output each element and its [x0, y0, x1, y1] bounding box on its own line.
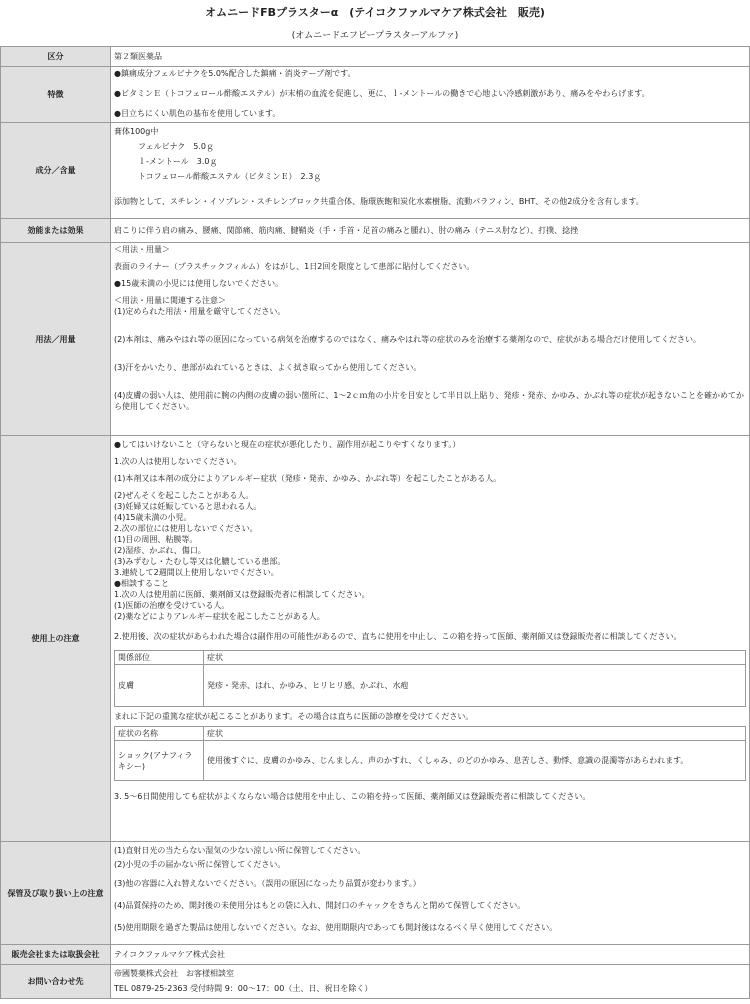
precaution-line: (3)みずむし・たむし等又は化膿している患部。 [114, 557, 286, 566]
ingredient-item: トコフェロール酢酸エステル（ビタミンＥ） 2.3ｇ [138, 172, 322, 181]
serious-name: ショック(アナフィラキシー) [115, 741, 204, 781]
precaution-line: (2)薬などによりアレルギー症状を起こしたことがある人。 [114, 612, 325, 621]
features-label: 特徴 [1, 67, 111, 123]
row-ingredients [1, 123, 750, 219]
precaution-line: 1.次の人は使用前に医師、薬剤師又は登録販売者に相談してください。 [114, 590, 370, 599]
ingredients-content [111, 123, 750, 219]
product-info-table [0, 46, 750, 999]
usage-note: (2)本剤は、痛みやはれ等の原因になっている病気を治療するのではなく、痛みやはれ等の症状のみを治療する薬剤なので、症状がある場合だけ使用してください。 [114, 335, 702, 344]
ingredients-label: 成分／含量 [1, 123, 111, 219]
usage-note: (1)定められた用法・用量を厳守してください。 [114, 307, 286, 316]
precaution-line: (1)医師の治療を受けている人。 [114, 601, 230, 610]
side-effects-col-symptom: 症状 [204, 651, 746, 665]
usage-method: 表面のライナー（プラスチックフィルム）をはがし、1日2回を限度として患部に貼付してください。 [114, 262, 475, 271]
contact-line: TEL 0879-25-2363 受付時間 9：00〜17：00（土、日、祝日を除く） [114, 984, 373, 993]
contact-line: 帝國製薬株式会社 お客様相談室 [114, 969, 234, 978]
storage-line: (3)他の容器に入れ替えないでください。（誤用の原因になったり品質が変わります。） [114, 879, 421, 888]
efficacy-label: 効能または効果 [1, 219, 111, 243]
precaution-line: ●相談すること [114, 579, 169, 588]
contact-label: お問い合わせ先 [1, 965, 111, 999]
usage-heading: ＜用法・用量＞ [114, 245, 170, 254]
row-precautions [1, 436, 750, 842]
usage-label: 用法／用量 [1, 243, 111, 436]
ingredient-item: フェルビナク 5.0ｇ [138, 142, 215, 151]
side-effects-table [114, 650, 746, 707]
ingredients-additives: 添加物として、スチレン・イソプレン・スチレンブロック共重合体、脂環族飽和炭化水素樹脂、流動パラフィン、BHT、その他2成分を含有します。 [114, 197, 644, 206]
distributor-label: 販売会社または取扱会社 [1, 945, 111, 965]
row-contact [1, 965, 750, 999]
feature-item: ●ビタミンＥ（トコフェロール酢酸エステル）が末梢の血流を促進し、更に、ｌ-メントールの働きで心地よい冷感刺激があり、痛みをやわらげます。 [114, 89, 650, 98]
precaution-rare: まれに下記の重篤な症状が起こることがあります。その場合は直ちに医師の診療を受けてください。 [114, 712, 474, 721]
row-usage [1, 243, 750, 436]
page-title: オムニードFBプラスターα (テイコクファルマケア株式会社 販売) [205, 6, 545, 19]
row-distributor [1, 945, 750, 965]
row-efficacy [1, 219, 750, 243]
precaution-line: 1.次の人は使用しないでください。 [114, 457, 242, 466]
contact-content [111, 965, 750, 999]
usage-content [111, 243, 750, 436]
precaution-line: 3.連続して2週間以上使用しないでください。 [114, 568, 279, 577]
precaution-line: (2)ぜんそくを起こしたことがある人。 [114, 491, 254, 500]
precautions-label: 使用上の注意 [1, 436, 111, 842]
precaution-line: (1)本剤又は本剤の成分によりアレルギー症状（発疹・発赤、かゆみ、かぶれ等）を起こしたことがある人。 [114, 474, 502, 483]
side-effects-symptoms: 発疹・発赤、はれ、かゆみ、ヒリヒリ感、かぶれ、水疱 [204, 665, 746, 707]
precaution-list [114, 490, 746, 622]
storage-line: (2)小児の手の届かない所に保管してください。 [114, 860, 286, 869]
precautions-dont-heading: ●してはいけないこと（守らないと現在の症状が悪化したり、副作用が起こりやすくなります。） [114, 440, 461, 449]
storage-line: (4)品質保持のため、開封後の未使用分はもとの袋に入れ、開封口のチャックをきちんと閉めて保管してください。 [114, 901, 526, 910]
usage-age: ●15歳未満の小児には使用しないでください。 [114, 279, 284, 288]
row-category [1, 47, 750, 67]
serious-symptoms: 使用後すぐに、皮膚のかゆみ、じんましん、声のかすれ、くしゃみ、のどのかゆみ、息苦しさ、動悸、意識の混濁等があらわれます。 [204, 741, 746, 781]
storage-label: 保管及び取り扱い上の注意 [1, 842, 111, 945]
serious-col-name: 症状の名称 [115, 727, 204, 741]
precaution-line: 2.次の部位には使用しないでください。 [114, 524, 258, 533]
usage-note: (3)汗をかいたり、患部がぬれているときは、よく拭き取ってから使用してください。 [114, 363, 422, 372]
category-label: 区分 [1, 47, 111, 67]
usage-notes-heading: ＜用法・用量に関連する注意＞ [114, 296, 226, 305]
distributor-value: テイコクファルマケア株式会社 [111, 945, 750, 965]
row-features [1, 67, 750, 123]
row-storage [1, 842, 750, 945]
precaution-line: (4)15歳未満の小児。 [114, 513, 192, 522]
precautions-content [111, 436, 750, 842]
serious-effects-table [114, 726, 746, 781]
efficacy-value: 肩こりに伴う肩の痛み、腰痛、関節痛、筋肉痛、腱鞘炎（手・手首・足首の痛みと腫れ）、肘の痛み（テニス肘など）、打撲、捻挫 [111, 219, 750, 243]
feature-item: ●目立ちにくい肌色の基布を使用しています。 [114, 109, 281, 118]
storage-line: (5)使用期限を過ぎた製品は使用しないでください。なお、使用期限内であっても開封後はなるべく早く使用してください。 [114, 923, 558, 932]
usage-note: (4)皮膚の弱い人は、使用前に腕の内側の皮膚の弱い箇所に、1〜2ｃｍ角の小片を目安として半日以上貼り、発疹・発赤、かゆみ、かぶれ等の症状が起きないことを確かめてから使用してください。 [114, 391, 744, 411]
side-effects-part: 皮膚 [115, 665, 204, 707]
precaution-line: (3)妊婦又は妊娠していると思われる人。 [114, 502, 262, 511]
precaution-line: 2.使用後、次の症状があらわれた場合は副作用の可能性があるので、直ちに使用を中止し、この箱を持って医師、薬剤師又は登録販売者に相談してください。 [114, 632, 682, 641]
precaution-line: 3. 5〜6日間使用しても症状がよくならない場合は使用を中止し、この箱を持って医師、薬剤師又は登録販売者に相談してください。 [114, 792, 591, 801]
precaution-line: (1)目の周囲、粘膜等。 [114, 535, 198, 544]
storage-line: (1)直射日光の当たらない湿気の少ない涼しい所に保管してください。 [114, 846, 366, 855]
ingredients-intro: 膏体100g中 [114, 127, 159, 136]
ingredient-item: ｌ-メントール 3.0ｇ [138, 157, 218, 166]
storage-content [111, 842, 750, 945]
feature-item: ●鎮痛成分フェルビナクを5.0%配合した鎮痛・消炎テープ剤です。 [114, 69, 356, 78]
category-value: 第２類医薬品 [111, 47, 750, 67]
features-content [111, 67, 750, 123]
side-effects-col-part: 関係部位 [115, 651, 204, 665]
serious-col-symptom: 症状 [204, 727, 746, 741]
precaution-line: (2)湿疹、かぶれ、傷口。 [114, 546, 206, 555]
page-subtitle: (オムニードエフビープラスターアルファ) [291, 31, 459, 41]
